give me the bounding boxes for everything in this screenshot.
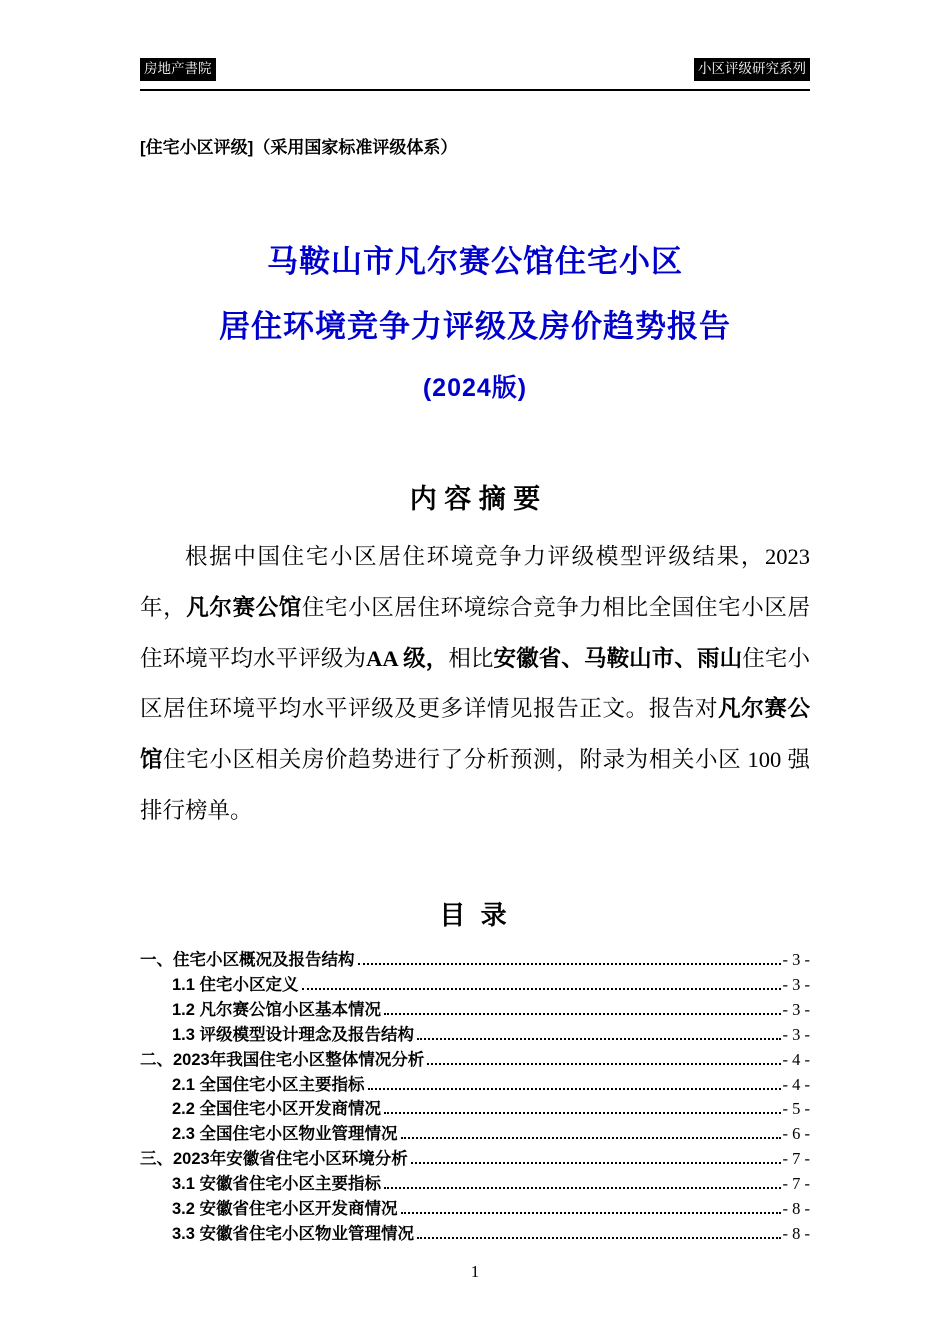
- toc-entry-label: 1.1 住宅小区定义: [172, 975, 299, 994]
- toc-entry-page: - 4 -: [782, 1074, 810, 1094]
- toc-entry[interactable]: [140, 1147, 810, 1172]
- summary-segment: 根据中国住宅小区居住环境竞争力评级模型评级结果，2023 年，: [140, 543, 810, 620]
- toc-leader-dots: [411, 1162, 781, 1164]
- toc-entry-label: 2.2 全国住宅小区开发商情况: [172, 1100, 382, 1119]
- toc-leader-dots: [384, 1013, 780, 1015]
- toc-entry[interactable]: [140, 1048, 810, 1073]
- toc-entry-label: 3.2 安徽省住宅小区开发商情况: [172, 1200, 398, 1219]
- toc-entry-page: - 7 -: [782, 1174, 810, 1194]
- toc-entry[interactable]: [140, 973, 810, 998]
- toc-leader-dots: [302, 988, 781, 990]
- toc-leader-dots: [368, 1088, 781, 1090]
- toc-entry-label: 3.1 安徽省住宅小区主要指标: [172, 1175, 382, 1194]
- summary-segment: 住宅小区相关房价趋势进行了分析预测，附录为相关小区 100 强排行榜单。: [140, 747, 810, 824]
- report-title-line2: 居住环境竞争力评级及房价趋势报告: [219, 308, 731, 344]
- toc-entry-label: 三、2023年安徽省住宅小区环境分析: [140, 1150, 408, 1169]
- summary-segment: 相比: [448, 645, 494, 671]
- toc-leader-dots: [384, 1112, 780, 1114]
- summary-segment-bold: 安徽省、马鞍山市、雨山: [493, 645, 743, 671]
- toc-entry[interactable]: [140, 1023, 810, 1048]
- toc-entry-label: 3.3 安徽省住宅小区物业管理情况: [172, 1225, 415, 1244]
- toc-entry-label: 1.3 评级模型设计理念及报告结构: [172, 1025, 415, 1044]
- toc-entry-label: 二、2023年我国住宅小区整体情况分析: [140, 1050, 425, 1069]
- toc-entry-page: - 3 -: [782, 1024, 810, 1044]
- toc-entry-page: - 4 -: [782, 1049, 810, 1069]
- toc-entry[interactable]: [140, 1097, 810, 1122]
- summary-segment-bold: 凡尔赛公馆: [140, 696, 810, 773]
- toc-entry-page: - 5 -: [782, 1099, 810, 1119]
- toc-entry[interactable]: [140, 998, 810, 1023]
- page-header: [140, 58, 810, 81]
- report-title-line1: 马鞍山市凡尔赛公馆住宅小区: [267, 243, 683, 279]
- toc-entry[interactable]: [140, 1073, 810, 1098]
- summary-paragraph: [140, 532, 810, 837]
- header-divider: [140, 89, 810, 91]
- report-edition: (2024版): [422, 373, 528, 402]
- toc-entry-label: 2.3 全国住宅小区物业管理情况: [172, 1125, 398, 1144]
- toc-leader-dots: [417, 1038, 780, 1040]
- toc-leader-dots: [417, 1237, 780, 1239]
- toc-entry[interactable]: [140, 1172, 810, 1197]
- toc-entry[interactable]: [140, 1222, 810, 1247]
- summary-segment: 住宅小区居住环境平均水平评级及更多详情见报告正文。报告对: [140, 645, 810, 722]
- toc-entry-label: 一、住宅小区概况及报告结构: [140, 950, 355, 969]
- toc-leader-dots: [358, 963, 781, 965]
- toc-entry-label: 2.1 全国住宅小区主要指标: [172, 1075, 365, 1094]
- toc-entry-page: - 6 -: [782, 1124, 810, 1144]
- toc-entry[interactable]: [140, 1122, 810, 1147]
- toc-entry[interactable]: [140, 948, 810, 973]
- toc-entry[interactable]: [140, 1197, 810, 1222]
- toc-entry-label: 1.2 凡尔赛公馆小区基本情况: [172, 1000, 382, 1019]
- toc-entry-page: - 7 -: [782, 1149, 810, 1169]
- header-right-badge: 小区评级研究系列: [694, 58, 810, 81]
- toc-entry-page: - 3 -: [782, 949, 810, 969]
- toc-leader-dots: [401, 1212, 781, 1214]
- header-left-badge: 房地产書院: [140, 58, 216, 81]
- toc-entry-page: - 8 -: [782, 1224, 810, 1244]
- toc-heading: 目 录: [439, 899, 511, 930]
- toc-entry-page: - 8 -: [782, 1199, 810, 1219]
- summary-segment-bold: 凡尔赛公馆: [186, 594, 302, 620]
- toc-leader-dots: [401, 1137, 781, 1139]
- summary-heading: 内 容 摘 要: [409, 483, 541, 514]
- page-footer: [0, 1262, 950, 1282]
- toc-leader-dots: [427, 1063, 780, 1065]
- rating-system-note: [住宅小区评级]（采用国家标准评级体系）: [140, 137, 458, 157]
- summary-segment: 住宅小区居住环境综合竞争力相比全国住宅小区居住环境平均水平评级为: [140, 594, 810, 671]
- toc-leader-dots: [384, 1187, 780, 1189]
- report-title-block: [140, 243, 810, 402]
- summary-segment-bold: AA 级，: [366, 645, 449, 671]
- toc-entry-page: - 3 -: [782, 999, 810, 1019]
- table-of-contents: [140, 948, 810, 1247]
- toc-entry-page: - 3 -: [782, 974, 810, 994]
- page-number: 1: [470, 1262, 480, 1281]
